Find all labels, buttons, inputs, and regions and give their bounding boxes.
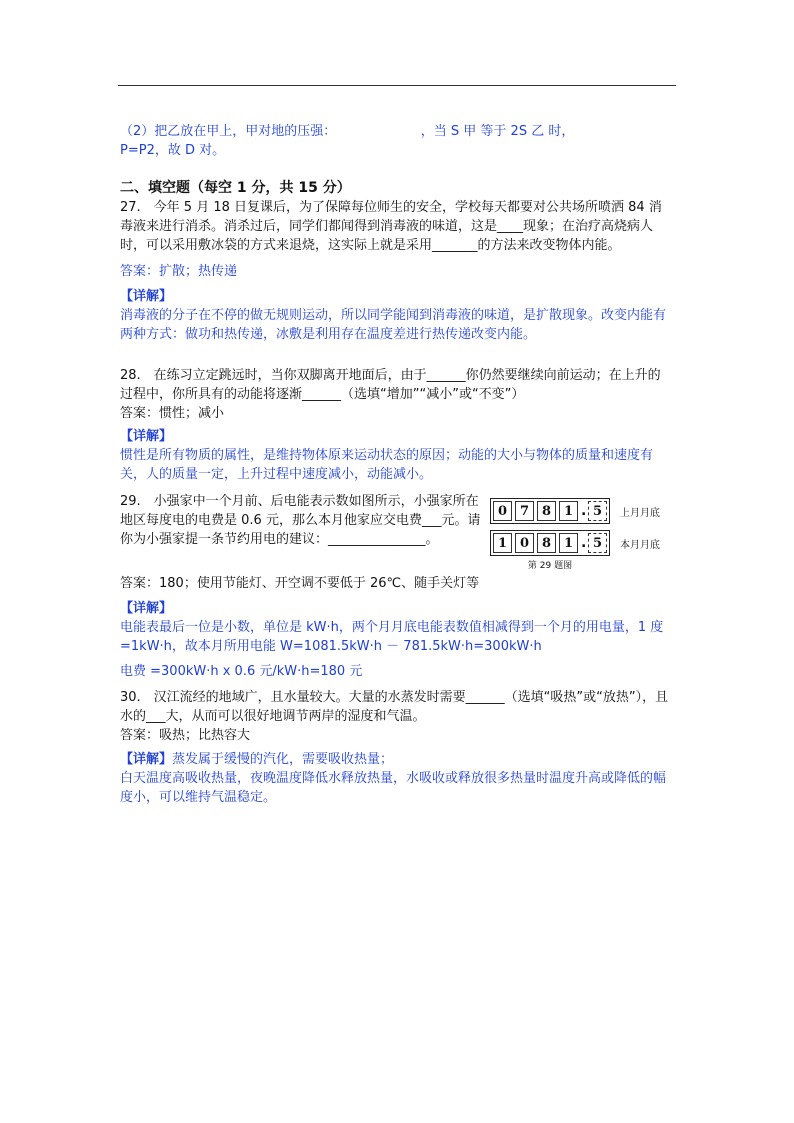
meter-curr-digit: 8	[537, 533, 556, 553]
question-28	[120, 366, 670, 484]
question-29-answer-block	[120, 574, 670, 681]
q30-answer: 答案：吸热；比热容大	[120, 728, 251, 743]
section-title: 二、填空题（每空 1 分，共 15 分）	[120, 180, 351, 196]
q27-detail-label: 【详解】	[120, 289, 173, 304]
meter-curr-digit: 0	[515, 533, 534, 553]
meter-curr-digit: 1	[493, 533, 512, 553]
part2-line1: （2）把乙放在甲上，甲对地的压强： ，当 S 甲 等于 2S 乙 时，	[120, 124, 575, 139]
meter-prev-box	[490, 498, 610, 524]
q27-detail: 消毒液的分子在不停的做无规则运动，所以同学能闻到消毒液的味道，是扩散现象。改变内能有两种方式：做功和热传递，冰敷是利用存在温度差进行热传递改变内能。	[120, 308, 667, 342]
decimal-point: .	[581, 503, 587, 519]
meter-caption: 第 29 题图	[527, 561, 573, 571]
meter-curr-box	[490, 530, 610, 556]
part2-line2: P=P2，故 D 对。	[120, 143, 226, 158]
question-27	[120, 198, 670, 344]
q29-detail-1: 电能表最后一位是小数，单位是 kW·h，两个月月底电能表数值相减得到一个月的用电量，1 度=1kW·h，故本月所用电能 W=1081.5kW·h － 781.5kW·h=300kW·h	[120, 620, 664, 654]
meter-prev	[490, 498, 660, 524]
question-30	[120, 688, 670, 807]
q29-answer: 答案：180；使用节能灯、开空调不要低于 26℃、随手关灯等	[120, 576, 480, 591]
meter-prev-decimal: 5	[588, 501, 607, 521]
part2-block	[120, 122, 670, 160]
q28-detail-label: 【详解】	[120, 429, 173, 444]
meter-prev-digit: 7	[515, 501, 534, 521]
q30-detail-head: 蒸发属于缓慢的汽化，需要吸收热量；	[172, 752, 394, 767]
decimal-point: .	[581, 535, 587, 551]
q29-text: 29. 小强家中一个月前、后电能表示数如图所示，小强家所在地区每度电的电费是 0.6 元，那么本月他家应交电费___元。请你为小强家提一条节约用电的建议：_______________。	[120, 494, 481, 547]
meter-curr-digit: 1	[559, 533, 578, 553]
meter-prev-digit: 0	[493, 501, 512, 521]
question-29	[120, 492, 482, 549]
meter-curr-decimal: 5	[588, 533, 607, 553]
meter-figure	[490, 498, 660, 571]
meter-prev-digit: 1	[559, 501, 578, 521]
meter-curr	[490, 530, 660, 556]
q30-detail-line	[120, 750, 670, 769]
header-rule	[118, 85, 676, 86]
q27-answer: 答案：扩散；热传递	[120, 264, 238, 279]
q27-text: 27. 今年 5 月 18 日复课后，为了保障每位师生的安全，学校每天都要对公共场所喷洒 84 消毒液来进行消杀。消杀过后，同学们都闻得到消毒液的味道，这是____现象；在治疗高烧病人时，可以采用敷冰袋的方式来退烧，这实际上就是采用_______的方法来改变物体内能。	[120, 200, 662, 253]
q30-detail-label: 【详解】	[120, 752, 173, 767]
q29-detail-2: 电费 =300kW·h x 0.6 元/kW·h=180 元	[120, 664, 363, 679]
meter-prev-digit: 8	[537, 501, 556, 521]
q28-answer: 答案：惯性；减小	[120, 406, 225, 421]
meter-curr-label: 本月月底	[620, 539, 660, 551]
q29-detail-label: 【详解】	[120, 601, 173, 616]
q28-detail: 惯性是所有物质的属性，是维持物体原来运动状态的原因；动能的大小与物体的质量和速度有关，人的质量一定，上升过程中速度减小，动能减小。	[120, 448, 654, 482]
meter-prev-label: 上月月底	[620, 507, 660, 519]
q30-detail: 白天温度高吸收热量，夜晚温度降低水释放热量，水吸收或释放很多热量时温度升高或降低的幅度小，可以维持气温稳定。	[120, 771, 667, 805]
q28-text: 28. 在练习立定跳远时，当你双脚离开地面后，由于______你仍然要继续向前运动；在上升的过程中，你所具有的动能将逐渐______（选填“增加”“减小”或“不变”）	[120, 368, 661, 402]
q30-text: 30. 汉江流经的地域广，且水量较大。大量的水蒸发时需要______（选填“吸热”或“放热”），且水的___大，从而可以很好地调节两岸的湿度和气温。	[120, 690, 669, 724]
